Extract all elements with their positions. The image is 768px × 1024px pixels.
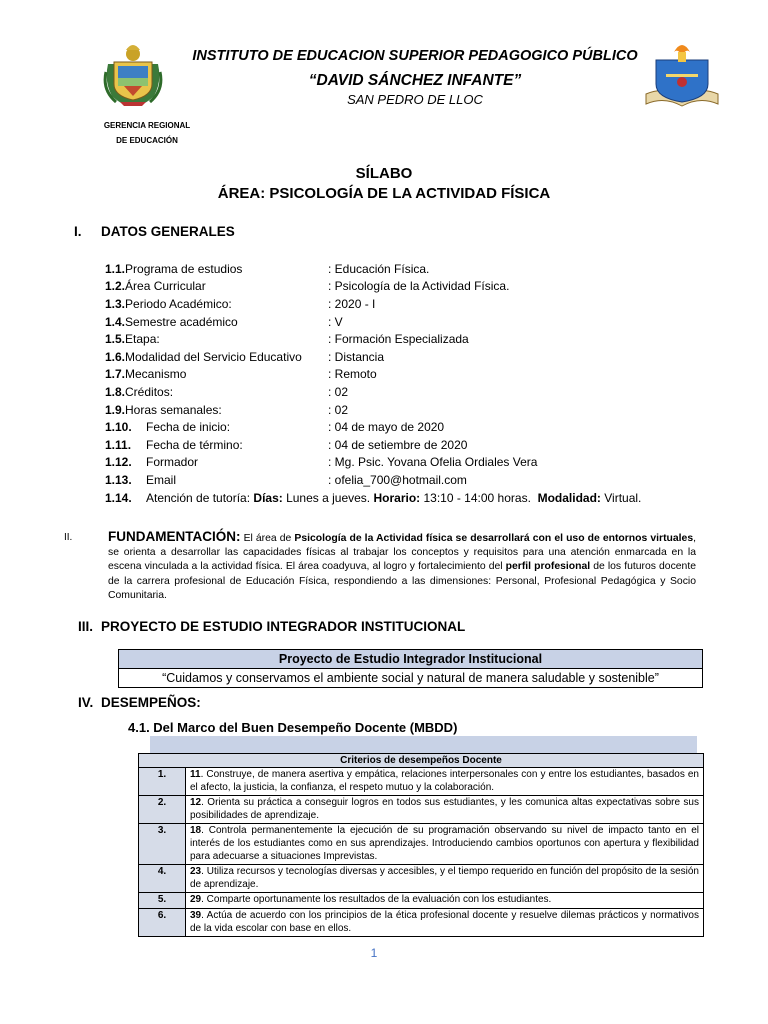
datos-row-number: 1.6. [105, 349, 126, 364]
criterio-text-cell [186, 768, 704, 796]
datos-row-number: 1.8. [105, 384, 126, 399]
tutoria-modalidad: Virtual. [600, 490, 642, 505]
criterio-text: . Orienta su práctica a conseguir logros en todos sus estudiantes, y les comunica altas expectativas sobre sus posibilidades de aprendizaje. [190, 797, 699, 821]
table-header-band [150, 736, 697, 754]
criterio-number: 5. [139, 893, 186, 909]
fund-text-2: , se orienta a desarrollar las capacidades físicas al trabajar los conceptos y requisitos para una atención enmarcada en la escena vinculada a la actividad física. El área coadyuva, al logro y fortalecimiento del [108, 533, 696, 573]
datos-row [105, 401, 705, 419]
fund-text-3: de los futuros docente de la carrera profesional de Educación Física, respondiendo a las dimensiones: Personal, Profesional Pedagógica y Socio Comunitaria. [108, 561, 697, 601]
datos-row [105, 436, 705, 454]
proyecto-box [118, 649, 703, 688]
section-1-number: I. [74, 224, 82, 239]
criterio-number: 3. [139, 824, 186, 865]
tutoria-modalidad-label: Modalidad: [537, 490, 601, 505]
datos-row-label: Formador [146, 455, 199, 470]
datos-row-label: Etapa: [125, 332, 160, 347]
datos-row-label: Fecha de inicio: [146, 420, 231, 435]
datos-row-number: 1.5. [105, 332, 126, 347]
criterio-number: 4. [139, 865, 186, 893]
tutoria-dias: Lunes a jueves. [282, 490, 374, 505]
datos-row [105, 348, 705, 366]
tutoria-horario: 13:10 - 14:00 horas. [420, 490, 538, 505]
criterio-text: . Actúa de acuerdo con los principios de la ética profesional docente y resuelve dilemas prácticos y normativos de la vida escolar con base en ellos. [190, 909, 699, 934]
section-2-number: II. [64, 532, 73, 543]
datos-row-number: 1.3. [105, 296, 126, 311]
gerencia-line-1: GERENCIA REGIONAL [103, 121, 191, 130]
datos-row-value: : Educación Física. [328, 261, 430, 276]
datos-row [105, 383, 705, 401]
criterio-number: 2. [139, 796, 186, 824]
tutoria-dias-label: Días: [253, 490, 283, 505]
gerencia-label [92, 118, 202, 148]
datos-row-value: : 02 [328, 402, 349, 417]
criterio-text: . Construye, de manera asertiva y empática, relaciones interpersonales con y entre los estudiantes, basados en el afecto, la justicia, la confianza, el respeto mutuo y la colaboración. [190, 769, 699, 793]
datos-row-number: 1.11. [105, 437, 132, 452]
datos-row [105, 454, 705, 472]
datos-row-label: Email [146, 472, 177, 487]
datos-row-value: : 02 [328, 384, 349, 399]
datos-row [105, 330, 705, 348]
datos-row-label: Mecanismo [125, 367, 187, 382]
datos-row-value: : 04 de mayo de 2020 [328, 420, 445, 435]
subsection-title: 4.1. Del Marco del Buen Desempeño Docente (MBDD) [128, 720, 458, 735]
datos-row-value: : Psicología de la Actividad Física. [328, 279, 510, 294]
fundamentacion-paragraph [108, 530, 696, 603]
datos-row-number: 1.9. [105, 402, 126, 417]
criterios-table [138, 753, 704, 937]
datos-row-value: : Distancia [328, 349, 385, 364]
proyecto-header: Proyecto de Estudio Integrador Institucional [119, 650, 702, 669]
datos-row-value: : Mg. Psic. Yovana Ofelia Ordiales Vera [328, 455, 538, 470]
institute-name: INSTITUTO DE EDUCACION SUPERIOR PEDAGOGICO PÚBLICO [192, 48, 638, 64]
datos-row [105, 260, 705, 278]
datos-row-label: Área Curricular [125, 279, 206, 294]
criterio-text-cell [186, 908, 704, 936]
datos-row-number: 1.10. [105, 420, 132, 435]
criterio-code: 12 [190, 797, 202, 809]
institute-patron: “DAVID SÁNCHEZ INFANTE” [308, 72, 522, 89]
criterio-code: 23 [190, 866, 202, 878]
criterio-text-cell [186, 796, 704, 824]
datos-generales-list [105, 260, 705, 506]
datos-row-number: 1.13. [105, 472, 132, 487]
criterio-code: 39 [190, 909, 202, 921]
gerencia-line-2: DE EDUCACIÓN [116, 136, 178, 145]
proyecto-text: “Cuidamos y conservamos el ambiente social y natural de manera saludable y sostenible” [162, 671, 659, 685]
tutoria-horario-label: Horario: [373, 490, 421, 505]
datos-row-value: : 2020 - I [328, 296, 376, 311]
criterio-text-cell [186, 865, 704, 893]
datos-row-value: : V [328, 314, 343, 329]
datos-row [105, 366, 705, 384]
datos-row [105, 418, 705, 436]
page-number: 1 [370, 946, 378, 960]
tutoria-lead: Atención de tutoría: [146, 490, 254, 505]
datos-row-label: Periodo Académico: [125, 296, 232, 311]
institute-location: SAN PEDRO DE LLOC [347, 92, 483, 107]
datos-row [105, 313, 705, 331]
criterio-row [139, 768, 704, 796]
criterio-row [139, 893, 704, 909]
section-4-number: IV. [78, 695, 94, 710]
criterio-row [139, 908, 704, 936]
section-3-number: III. [78, 619, 94, 634]
criterio-row [139, 865, 704, 893]
area-title: ÁREA: PSICOLOGÍA DE LA ACTIVIDAD FÍSICA [217, 185, 551, 202]
criterio-text-cell [186, 824, 704, 865]
criterio-code: 18 [190, 825, 202, 837]
datos-row-value: : 04 de setiembre de 2020 [328, 437, 468, 452]
datos-row-number: 1.4. [105, 314, 126, 329]
datos-row-value: : Remoto [328, 367, 377, 382]
criterio-text: . Controla permanentemente la ejecución de su programación observando su nivel de impacto tanto en el interés de los estudiantes como en sus aprendizajes. Introduciendo cambios oportunos con apertura y flexibilidad para adecuarse a situaciones Imprevistas. [190, 825, 699, 862]
datos-row-value: : Formación Especializada [328, 332, 469, 347]
criterios-header: Criterios de desempeños Docente [139, 754, 704, 768]
datos-row-number: 1.12. [105, 455, 132, 470]
criterio-row [139, 824, 704, 865]
tutoria-number: 1.14. [105, 490, 132, 505]
criterio-number: 1. [139, 768, 186, 796]
fund-text-1: El área de [240, 533, 295, 544]
datos-row-label: Programa de estudios [125, 261, 243, 276]
fund-bold-1: Psicología de la Actividad física se desarrollará con el uso de entornos virtuales [294, 533, 694, 544]
criterio-number: 6. [139, 908, 186, 936]
datos-row-label: Modalidad del Servicio Educativo [125, 349, 302, 364]
datos-row [105, 278, 705, 296]
criterio-code: 29 [190, 894, 202, 906]
datos-row [105, 471, 705, 489]
datos-row-number: 1.2. [105, 279, 126, 294]
section-4-title: DESEMPEÑOS: [101, 695, 201, 710]
datos-row-label: Créditos: [125, 384, 174, 399]
datos-row-number: 1.1. [105, 261, 126, 276]
section-1-title: DATOS GENERALES [101, 224, 235, 239]
section-3-title: PROYECTO DE ESTUDIO INTEGRADOR INSTITUCIONAL [101, 619, 466, 634]
criterio-code: 11 [190, 769, 201, 780]
tutoria-row [105, 489, 705, 507]
datos-row-label: Semestre académico [125, 314, 238, 329]
datos-row-label: Horas semanales: [125, 402, 222, 417]
fundamentacion-heading: FUNDAMENTACIÓN: [108, 529, 241, 544]
fund-bold-2: perfil profesional [505, 561, 591, 573]
datos-row-label: Fecha de término: [146, 437, 243, 452]
criterio-row [139, 796, 704, 824]
document-title: SÍLABO [355, 165, 413, 182]
criterio-text: . Utiliza recursos y tecnologías diversas y accesibles, y el tiempo requerido en función del propósito de la sesión de aprendizaje. [190, 866, 699, 890]
datos-row-number: 1.7. [105, 367, 126, 382]
datos-row [105, 295, 705, 313]
criterio-text-cell [186, 893, 704, 909]
datos-row-value: : ofelia_700@hotmail.com [328, 472, 467, 487]
criterio-text: . Comparte oportunamente los resultados de la evaluación con los estudiantes. [201, 894, 552, 906]
